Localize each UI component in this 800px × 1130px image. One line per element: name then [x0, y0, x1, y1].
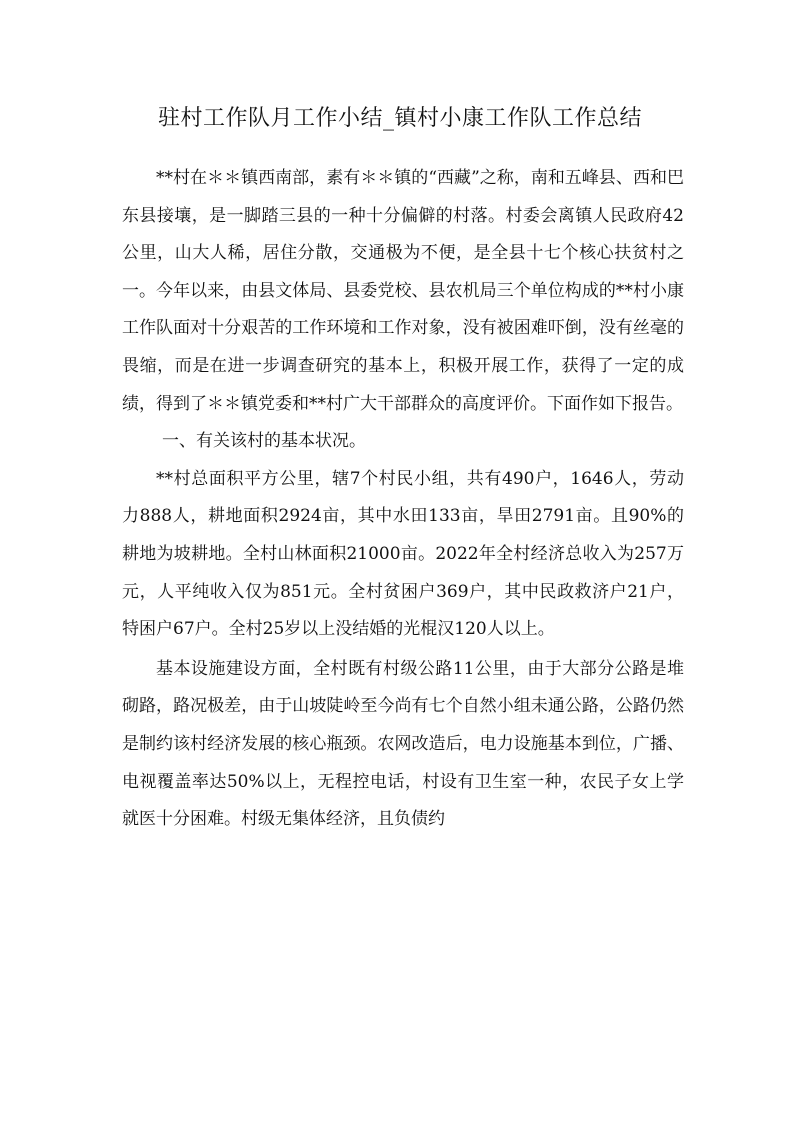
paragraph-intro: **村在＊＊镇西南部，素有＊＊镇的“西藏”之称，南和五峰县、西和巴东县接壤，是一脚踏三县的一种十分偏僻的村落。村委会离镇人民政府42公里，山大人稀，居住分散，交通极为不便，是全县十七个核心扶贫村之一。今年以来，由县文体局、县委党校、县农机局三个单位构成的**村小康工作队面对十分艰苦的工作环境和工作对象，没有被困难吓倒，没有丝毫的畏缩，而是在进一步调查研究的基本上，积极开展工作，获得了一定的成绩，得到了＊＊镇党委和**村广大干部群众的高度评价。下面作如下报告。	[122, 168, 684, 414]
paragraph-infrastructure: 基本设施建设方面，全村既有村级公路11公里，由于大部分公路是堆砌路，路况极差，由于山坡陡岭至今尚有七个自然小组未通公路，公路仍然是制约该村经济发展的核心瓶颈。农网改造后，电力设施基本到位，广播、电视覆盖率达50%以上，无程控电话，村设有卫生室一种，农民子女上学就医十分困难。村级无集体经济，且负债约	[122, 658, 684, 830]
paragraph-village-statistics: **村总面积平方公里，辖7个村民小组，共有490户，1646人，劳动力888人，耕地面积2924亩，其中水田133亩，旱田2791亩。且90%的耕地为坡耕地。全村山林面积21000亩。2022年全村经济总收入为257万元，人平纯收入仅为851元。全村贫困户369户，其中民政救济户21户，特困户67户。全村25岁以上没结婚的光棍汉120人以上。	[122, 468, 684, 640]
document-body	[122, 160, 684, 839]
document-title: 驻村工作队月工作小结_镇村小康工作队工作总结	[157, 106, 642, 131]
section-heading-basic-situation: 一、有关该村的基本状况。	[162, 431, 366, 452]
